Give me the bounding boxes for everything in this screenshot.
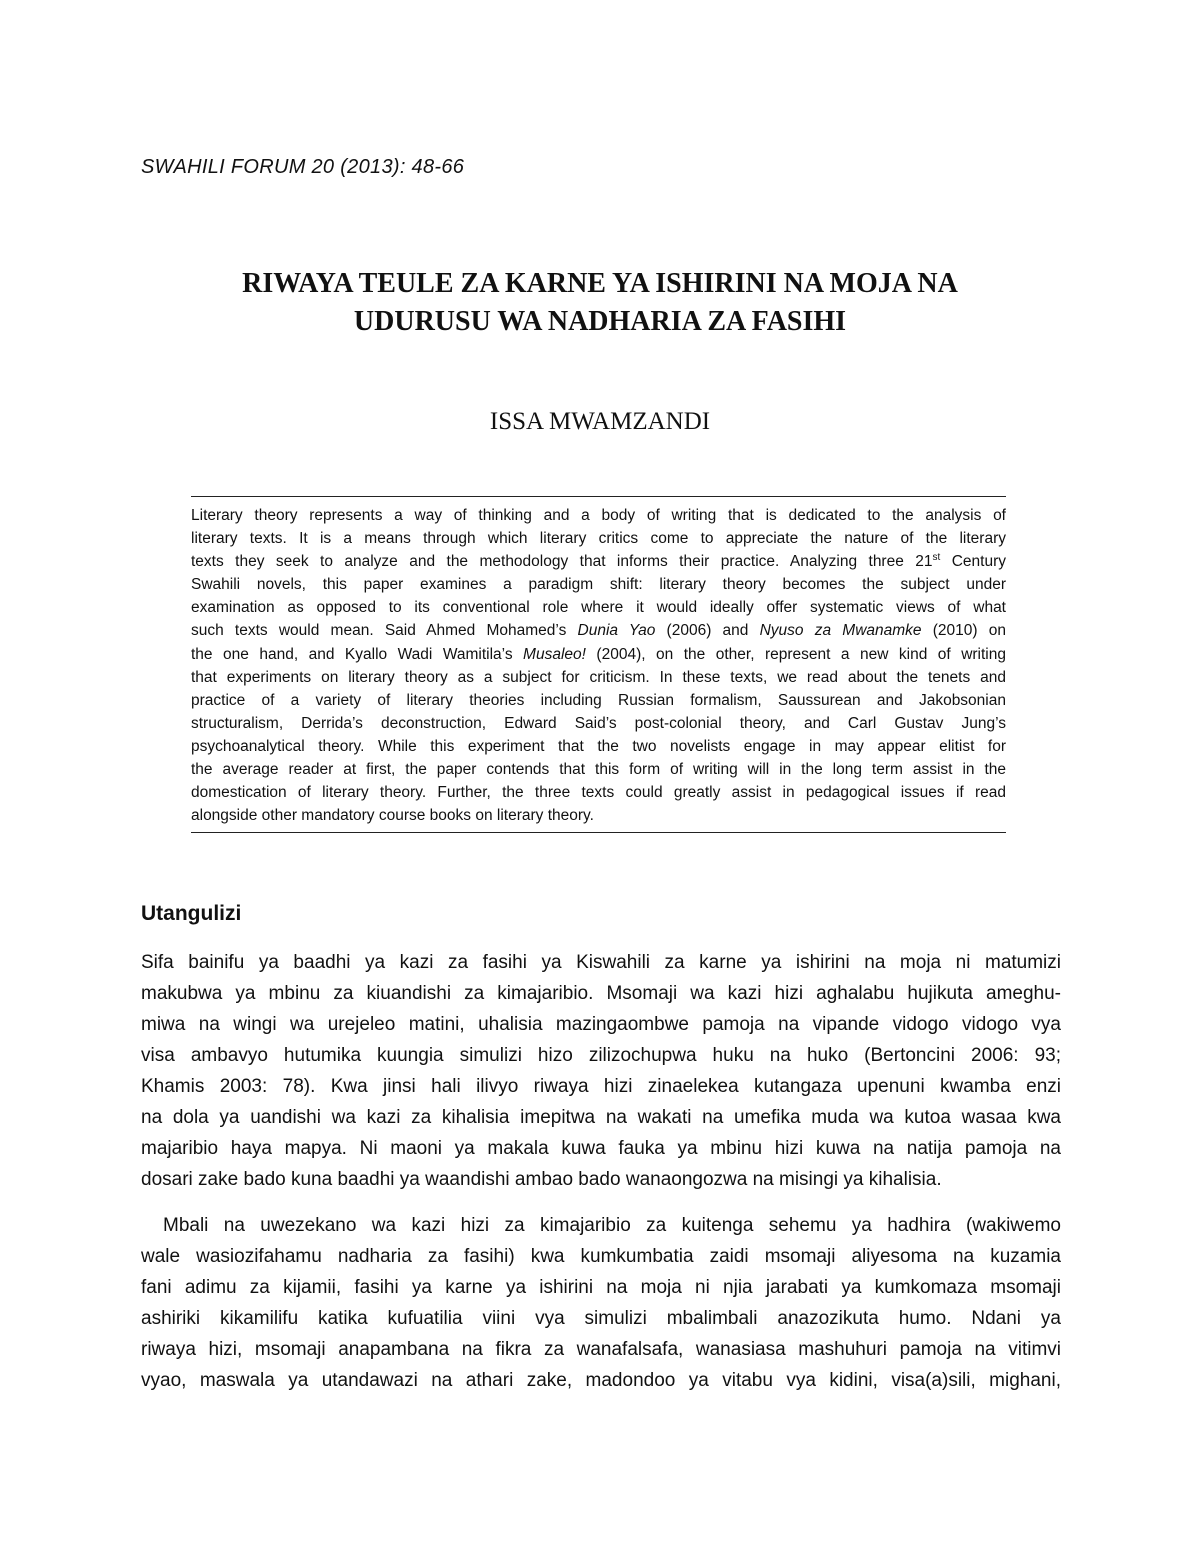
paragraph-line: Khamis 2003: 78). Kwa jinsi hali ilivyo riwaya hizi zinaelekea kutangaza upenuni kwamba enzi <box>141 1076 1061 1097</box>
paragraph-2 <box>141 1210 1061 1396</box>
paragraph-line: fani adimu za kijamii, fasihi ya karne ya ishirini na moja ni njia jarabati ya kumkomaza msomaji <box>141 1277 1061 1298</box>
paragraph-line: ashiriki kikamilifu katika kufuatilia viini vya simulizi mbalimbali anazozikuta humo. Ndani ya <box>141 1308 1061 1329</box>
abstract-text: such texts would mean. Said Ahmed Mohamed’s <box>191 622 578 640</box>
paragraph-line: na dola ya uandishi wa kazi za kihalisia imepitwa na wakati na umefika muda wa kutoa wasaa kwa <box>141 1107 1061 1128</box>
abstract-line: psychoanalytical theory. While this experiment that the two novelists engage in may appear elitist for <box>191 737 1006 755</box>
paragraph-line: vyao, maswala ya utandawazi na athari zake, madondoo ya vitabu vya kidini, visa(a)sili, mighani, <box>141 1370 1061 1391</box>
abstract-text: (2006) and <box>655 622 760 640</box>
abstract-line: practice of a variety of literary theories including Russian formalism, Saussurean and Jakobsonian <box>191 691 1006 709</box>
paragraph-line: Mbali na uwezekano wa kazi hizi za kimajaribio za kuitenga sehemu ya hadhira (wakiwemo <box>163 1215 1061 1236</box>
book-title: Dunia Yao <box>577 622 656 640</box>
abstract-line: Literary theory represents a way of thinking and a body of writing that is dedicated to the analysis of <box>191 507 1006 524</box>
abstract-line: the average reader at first, the paper contends that this form of writing will in the long term assist in the <box>191 761 1006 779</box>
abstract-line: Swahili novels, this paper examines a paradigm shift: literary theory becomes the subject under <box>191 576 1006 594</box>
paragraph-line: makubwa ya mbinu za kiuandishi za kimajaribio. Msomaji wa kazi hizi aghalabu hujikuta ameghu- <box>141 983 1061 1004</box>
paragraph-line: visa ambavyo hutumika kuungia simulizi hizo zilizochupwa huku na huko (Bertoncini 2006: 93; <box>141 1045 1061 1066</box>
abstract-text: (2004), on the other, represent a new kind of writing <box>585 645 1006 663</box>
paragraph-line: miwa na wingi wa urejeleo matini, uhalisia mazingaombwe pamoja na vipande vidogo vidogo vya <box>141 1014 1061 1035</box>
journal-header: SWAHILI FORUM 20 (2013): 48-66 <box>141 156 465 178</box>
abstract <box>191 496 1006 833</box>
abstract-text: (2010) on <box>921 622 1006 640</box>
abstract-text: Century <box>940 553 1006 571</box>
section-heading: Utangulizi <box>141 902 242 925</box>
title-line-2: UDURUSU WA NADHARIA ZA FASIHI <box>353 306 847 337</box>
abstract-line <box>191 550 1006 573</box>
author-name: ISSA MWAMZANDI <box>489 408 711 435</box>
paragraph-line: wale wasiozifahamu nadharia za fasihi) kwa kumkumbatia zaidi msomaji aliyesoma na kuzamia <box>141 1246 1061 1267</box>
abstract-line <box>191 643 1006 666</box>
paragraph-line: majaribio haya mapya. Ni maoni ya makala kuwa fauka ya mbinu hizi kuwa na natija pamoja na <box>141 1138 1061 1159</box>
abstract-line: alongside other mandatory course books on literary theory. <box>191 807 594 825</box>
abstract-text: the one hand, and Kyallo Wadi Wamitila’s <box>191 645 524 663</box>
paragraph-line: dosari zake bado kuna baadhi ya waandishi ambao bado wanaongozwa na misingi ya kihalisia. <box>141 1169 942 1190</box>
paragraph-line: Sifa bainifu ya baadhi ya kazi za fasihi ya Kiswahili za karne ya ishirini na moja ni matumizi <box>141 952 1061 973</box>
abstract-line <box>191 619 1006 642</box>
abstract-line: structuralism, Derrida’s deconstruction, Edward Said’s post-colonial theory, and Carl Gustav Jung’s <box>191 714 1006 732</box>
abstract-line: that experiments on literary theory as a subject for criticism. In these texts, we read about the tenets and <box>191 668 1006 686</box>
abstract-line: literary texts. It is a means through which literary critics come to appreciate the nature of the literary <box>191 530 1006 548</box>
abstract-line: examination as opposed to its conventional role where it would ideally offer systematic views of what <box>191 599 1006 617</box>
book-title: Nyuso za Mwanamke <box>759 622 922 640</box>
ordinal-suffix: st <box>932 552 941 564</box>
abstract-line: domestication of literary theory. Further, the three texts could greatly assist in pedagogical issues if read <box>191 784 1006 802</box>
paragraph-line: riwaya hizi, msomaji anapambana na fikra za wanafalsafa, wanasiasa mashuhuri pamoja na vitimvi <box>141 1339 1061 1360</box>
paragraph-1 <box>141 947 1061 1195</box>
abstract-text: texts they seek to analyze and the methodology that informs their practice. Analyzing three 21 <box>191 553 933 571</box>
book-title: Musaleo! <box>523 645 586 663</box>
paper-title <box>130 265 1070 341</box>
title-line-1: RIWAYA TEULE ZA KARNE YA ISHIRINI NA MOJA NA <box>242 268 958 299</box>
